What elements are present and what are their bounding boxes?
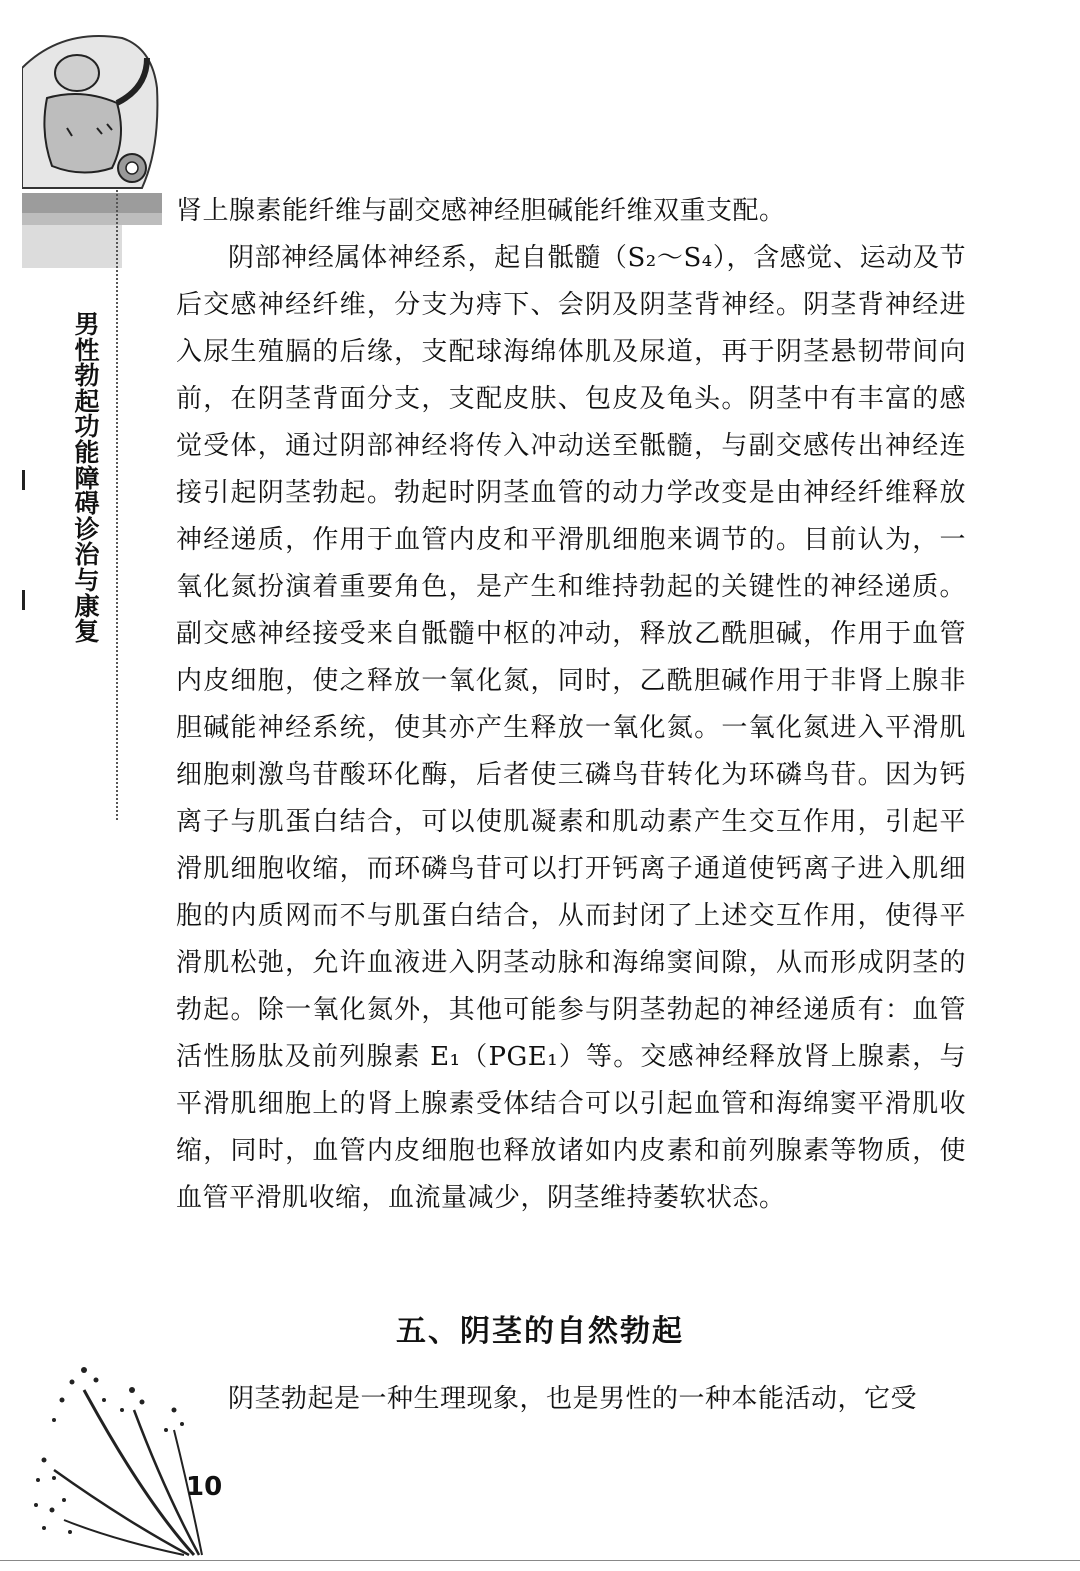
paragraph-continued: 肾上腺素能纤维与副交感神经胆碱能纤维双重支配。 <box>176 196 786 226</box>
bottom-rule <box>0 1560 1080 1561</box>
grass-flower-illustration <box>24 1350 224 1560</box>
running-title: 男性勃起功能障碍诊治与康复 <box>74 310 100 647</box>
margin-mark <box>22 590 25 610</box>
section-heading: 五、阴茎的自然勃起 <box>396 1314 684 1349</box>
margin-dotted-rule <box>116 190 118 820</box>
paragraph-pudendal-nerve: 阴部神经属体神经系，起自骶髓（S₂～S₄），含感觉、运动及节后交感神经纤维，分支为痔下、会阴及阴茎背神经。阴茎背神经进入尿生殖膈的后缘，支配球海绵体肌及尿道，再于阴茎悬韧带间向前，在阴茎背面分支，支配皮肤、包皮及龟头。阴茎中有丰富的感觉受体，通过阴部神经将传入冲动送至骶髓，与副交感传出神经连接引起阴茎勃起。勃起时阴茎血管的动力学改变是由神经纤维释放神经递质，作用于血管内皮和平滑肌细胞来调节的。目前认为，一氧化氮扮演着重要角色，是产生和维持勃起的关键性的神经递质。副交感神经接受来自骶髓中枢的冲动，释放乙酰胆碱，作用于血管内皮细胞，使之释放一氧化氮，同时，乙酰胆碱作用于非肾上腺非胆碱能神经系统，使其亦产生释放一氧化氮。一氧化氮进入平滑肌细胞刺激鸟苷酸环化酶，后者使三磷鸟苷转化为环磷鸟苷。因为钙离子与肌蛋白结合，可以使肌凝素和肌动素产生交互作用，引起平滑肌细胞收缩，而环磷鸟苷可以打开钙离子通道使钙离子进入肌细胞的内质网而不与肌蛋白结合，从而封闭了上述交互作用，使得平滑肌松弛，允许血液进入阴茎动脉和海绵窦间隙，从而形成阴茎的勃起。除一氧化氮外，其他可能参与阴茎勃起的神经递质有：血管活性肠肽及前列腺素 E₁（PGE₁）等。交感神经释放肾上腺素，与平滑肌细胞上的肾上腺素受体结合可以引起血管和海绵窦平滑肌收缩，同时，血管内皮细胞也释放诸如内皮素和前列腺素等物质，使血管平滑肌收缩，血流量减少，阴茎维持萎软状态。 <box>176 243 966 1213</box>
paragraph-natural-erection: 阴茎勃起是一种生理现象，也是男性的一种本能活动，它受 <box>228 1384 918 1414</box>
page-number: 10 <box>186 1472 223 1502</box>
muscle-man-illustration <box>22 28 162 268</box>
body-text <box>176 188 966 1222</box>
margin-mark <box>22 470 25 490</box>
